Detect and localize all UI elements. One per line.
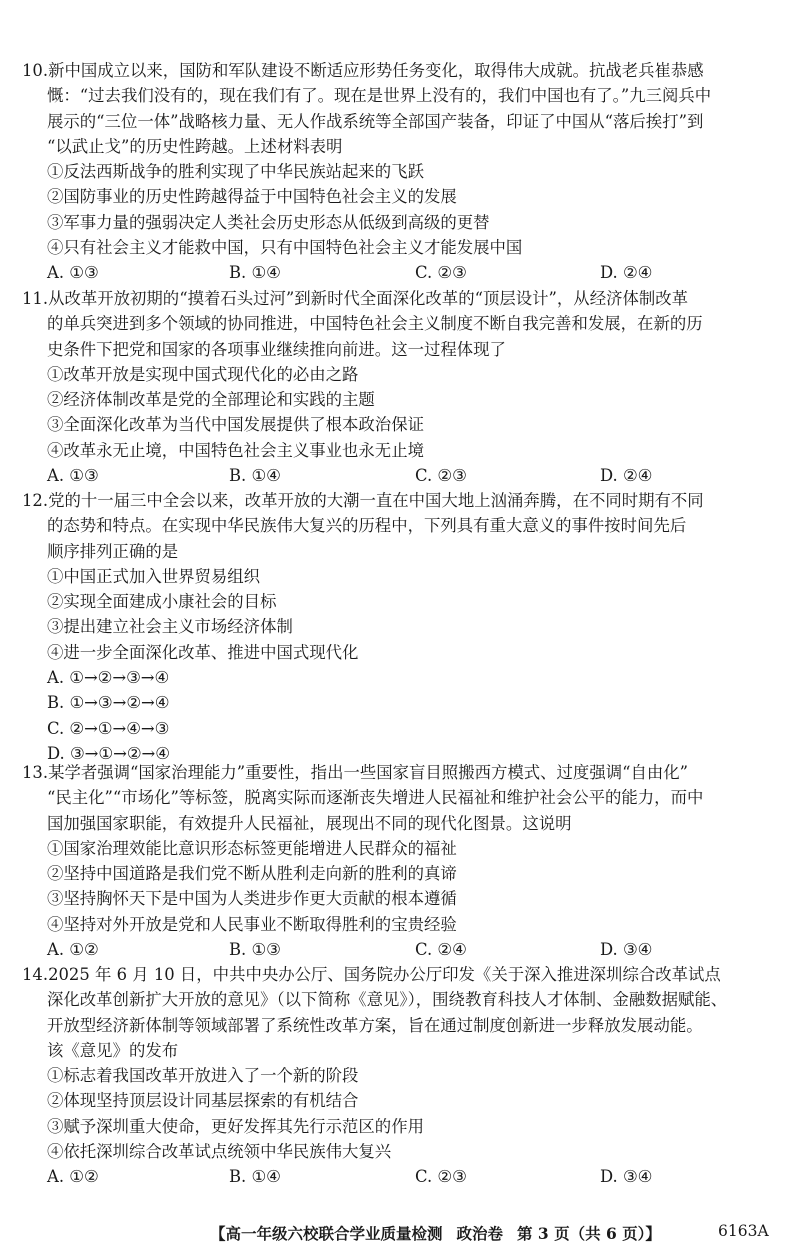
question-stem-line: 深化改革创新扩大开放的意见》（以下简称《意见》），围绕教育科技人才体制、金融数据赋能、 xyxy=(47,990,728,1010)
question-stem-line: 国加强国家职能，有效提升人民福祉，展现出不同的现代化图景。这说明 xyxy=(47,813,572,833)
statement-option: ④依托深圳综合改革试点统领中华民族伟大复兴 xyxy=(47,1142,392,1162)
question-stem-line: 展示的“三位一体”战略核力量、无人作战系统等全部国产装备，印证了中国从“落后挨打”到 xyxy=(47,111,704,131)
statement-option: ④改革永无止境，中国特色社会主义事业也永无止境 xyxy=(47,440,424,460)
choice-d: D. ③→①→②→④ xyxy=(47,743,170,763)
question-13 xyxy=(22,760,784,962)
choice-a: A. ①③ xyxy=(47,263,99,283)
statement-option: ②经济体制改革是党的全部理论和实践的主题 xyxy=(47,390,375,410)
question-stem-line: 14.2025 年 6 月 10 日，中共中央办公厅、国务院办公厅印发《关于深入推进深圳综合改革试点 xyxy=(22,965,721,984)
choice-b: B. ①④ xyxy=(229,466,281,486)
choice-d: D. ③④ xyxy=(600,1167,653,1187)
choice-c: C. ②③ xyxy=(415,263,467,283)
statement-option: ④坚持对外开放是党和人民事业不断取得胜利的宝贵经验 xyxy=(47,914,457,934)
statement-option: ③全面深化改革为当代中国发展提供了根本政治保证 xyxy=(47,415,424,435)
statement-option: ①中国正式加入世界贸易组织 xyxy=(47,566,261,586)
choice-b: B. ①④ xyxy=(229,263,281,283)
question-stem-line: “民主化”“市场化”等标签，脱离实际而逐渐丧失增进人民福祉和维护社会公平的能力，而中 xyxy=(47,788,704,808)
statement-option: ②国防事业的历史性跨越得益于中国特色社会主义的发展 xyxy=(47,187,457,207)
choice-c: C. ②③ xyxy=(415,466,467,486)
footer-paper-code: 6163A xyxy=(718,1222,769,1240)
choice-a: A. ①→②→③→④ xyxy=(47,668,170,688)
statement-option: ①反法西斯战争的胜利实现了中华民族站起来的飞跃 xyxy=(47,162,424,182)
footer-info xyxy=(210,1222,661,1244)
statement-option: ①标志着我国改革开放进入了一个新的阶段 xyxy=(47,1066,359,1086)
statement-option: ③坚持胸怀天下是中国为人类进步作更大贡献的根本遵循 xyxy=(47,889,457,909)
question-stem-line: 开放型经济新体制等领域部署了系统性改革方案，旨在通过制度创新进一步释放发展动能。 xyxy=(47,1015,703,1035)
choice-a: A. ①② xyxy=(47,1167,99,1187)
footer-exam-title: 【高一年级六校联合学业质量检测 xyxy=(210,1224,443,1243)
question-stem-line: 的单兵突进到多个领域的协同推进，中国特色社会主义制度不断自我完善和发展，在新的历 xyxy=(47,314,703,334)
choice-a: A. ①③ xyxy=(47,466,99,486)
answer-choices xyxy=(22,463,784,488)
question-stem-line: 慨：“过去我们没有的，现在我们有了。现在是世界上没有的，我们中国也有了。”九三阅兵中 xyxy=(47,86,712,106)
question-12 xyxy=(22,488,784,766)
choice-c: C. ②④ xyxy=(415,940,467,960)
choice-b: B. ①→③→②→④ xyxy=(47,693,170,713)
statement-option: ①国家治理效能比意识形态标签更能增进人民群众的福祉 xyxy=(47,838,457,858)
choice-c: C. ②③ xyxy=(415,1167,467,1187)
footer-subject: 政治卷 xyxy=(456,1224,504,1243)
question-10 xyxy=(22,58,784,286)
question-stem-line: 12.党的十一届三中全会以来，改革开放的大潮一直在中国大地上汹涌奔腾，在不同时期有不同 xyxy=(22,491,704,510)
question-11 xyxy=(22,286,784,488)
question-stem-line: 13.某学者强调“国家治理能力”重要性，指出一些国家盲目照搬西方模式、过度强调“自由化” xyxy=(22,763,689,782)
statement-option: ③提出建立社会主义市场经济体制 xyxy=(47,617,293,637)
choice-d: D. ②④ xyxy=(600,466,653,486)
choice-c: C. ②→①→④→③ xyxy=(47,718,170,738)
page-footer xyxy=(0,1222,800,1246)
answer-choices xyxy=(22,1164,784,1189)
statement-option: ①改革开放是实现中国式现代化的必由之路 xyxy=(47,364,359,384)
question-stem-line: 的态势和特点。在实现中华民族伟大复兴的历程中，下列具有重大意义的事件按时间先后 xyxy=(47,516,687,536)
statement-option: ④进一步全面深化改革、推进中国式现代化 xyxy=(47,642,359,662)
answer-choices xyxy=(22,937,784,962)
footer-page-number: 第 3 页（共 6 页）】 xyxy=(517,1224,661,1243)
statement-option: ②体现坚持顶层设计同基层探索的有机结合 xyxy=(47,1091,359,1111)
question-stem-line: 10.新中国成立以来，国防和军队建设不断适应形势任务变化，取得伟大成就。抗战老兵崔恭感 xyxy=(22,61,704,80)
statement-option: ③赋予深圳重大使命，更好发挥其先行示范区的作用 xyxy=(47,1116,424,1136)
question-stem-line: 史条件下把党和国家的各项事业继续推向前进。这一过程体现了 xyxy=(47,339,506,359)
statement-option: ④只有社会主义才能救中国，只有中国特色社会主义才能发展中国 xyxy=(47,238,523,258)
question-stem-line: 顺序排列正确的是 xyxy=(47,541,179,561)
statement-option: ②坚持中国道路是我们党不断从胜利走向新的胜利的真谛 xyxy=(47,864,457,884)
choice-d: D. ②④ xyxy=(600,263,653,283)
question-stem-line: 11.从改革开放初期的“摸着石头过河”到新时代全面深化改革的“顶层设计”，从经济体制改革 xyxy=(22,289,689,308)
choice-b: B. ①③ xyxy=(229,940,281,960)
question-stem-line: “以武止戈”的历史性跨越。上述材料表明 xyxy=(47,136,343,156)
statement-option: ②实现全面建成小康社会的目标 xyxy=(47,592,277,612)
choice-d: D. ③④ xyxy=(600,940,653,960)
question-14 xyxy=(22,962,784,1190)
choice-a: A. ①② xyxy=(47,940,99,960)
statement-option: ③军事力量的强弱决定人类社会历史形态从低级到高级的更替 xyxy=(47,212,490,232)
question-stem-line: 该《意见》的发布 xyxy=(47,1040,179,1060)
choice-b: B. ①④ xyxy=(229,1167,281,1187)
answer-choices xyxy=(22,260,784,285)
